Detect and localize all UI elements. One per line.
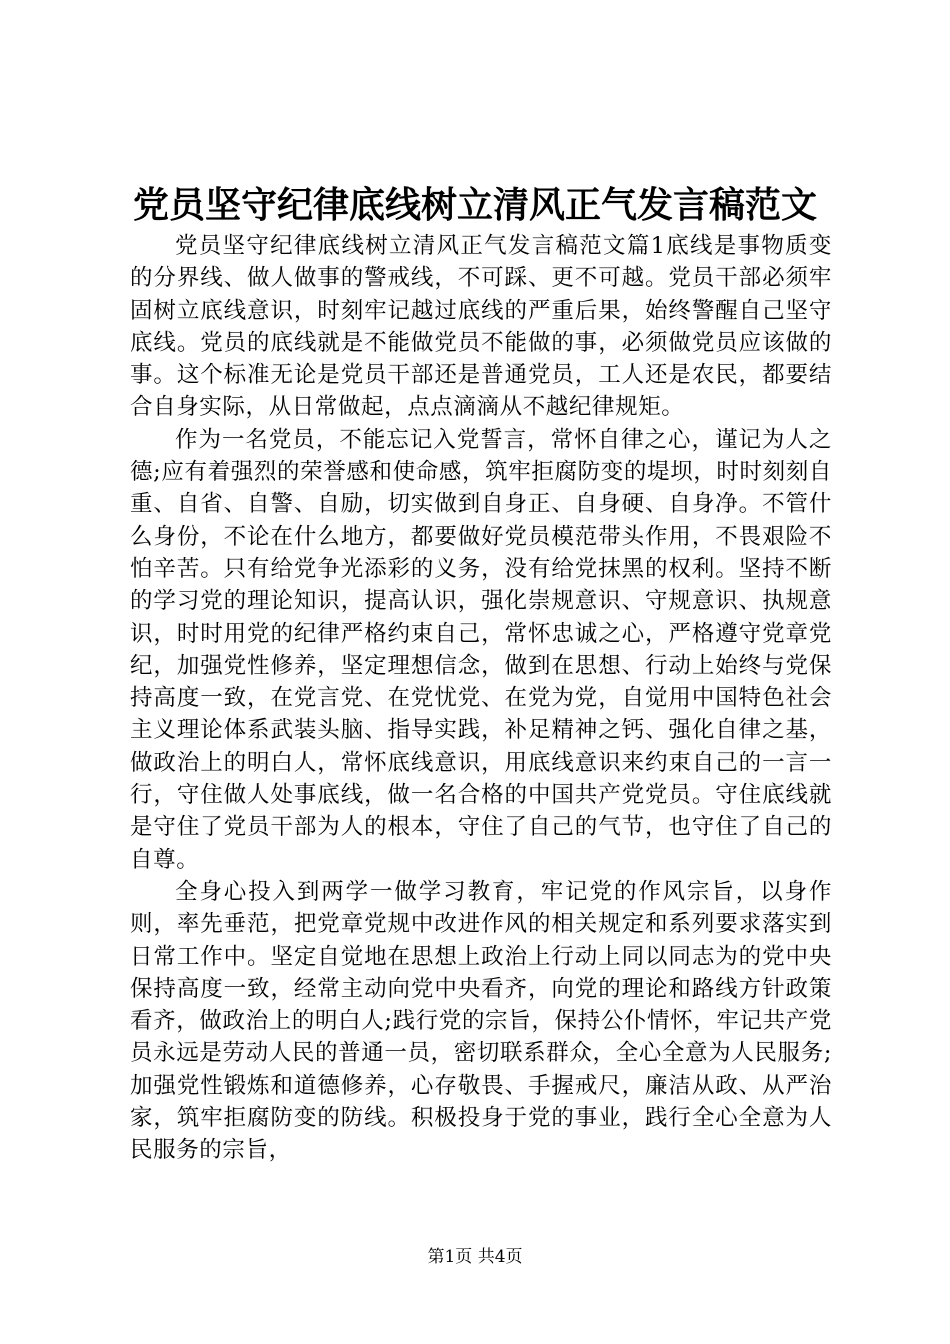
document-title: 党员坚守纪律底线树立清风正气发言稿范文: [132, 184, 817, 226]
paragraph-2: 作为一名党员，不能忘记入党誓言，常怀自律之心，谨记为人之德;应有着强烈的荣誉感和使命感，筑牢拒腐防变的堤坝，时时刻刻自重、自省、自警、自励，切实做到自身正、自身硬、自身净。不管什么身份，不论在什么地方，都要做好党员模范带头作用，不畏艰险不怕辛苦。只有给党争光添彩的义务，没有给党抹黑的权利。坚持不断的学习党的理论知识，提高认识，强化崇规意识、守规意识、执规意识，时时用党的纪律严格约束自己，常怀忠诚之心，严格遵守党章党纪，加强党性修养，坚定理想信念，做到在思想、行动上始终与党保持高度一致，在党言党、在党忧党、在党为党，自觉用中国特色社会主义理论体系武装头脑、指导实践，补足精神之钙、强化自律之基，做政治上的明白人，常怀底线意识，用底线意识来约束自己的一言一行，守住做人处事底线，做一名合格的中国共产党党员。守住底线就是守住了党员干部为人的根本，守住了自己的气节，也守住了自己的自尊。: [130, 426, 832, 873]
paragraph-1: 党员坚守纪律底线树立清风正气发言稿范文篇1底线是事物质变的分界线、做人做事的警戒线，不可踩、更不可越。党员干部必须牢固树立底线意识，时刻牢记越过底线的严重后果，始终警醒自己坚守底线。党员的底线就是不能做党员不能做的事，必须做党员应该做的事。这个标准无论是党员干部还是普通党员，工人还是农民，都要结合自身实际，从日常做起，点点滴滴从不越纪律规矩。: [130, 233, 832, 421]
paragraph-3: 全身心投入到两学一做学习教育，牢记党的作风宗旨，以身作则，率先垂范，把党章党规中改进作风的相关规定和系列要求落实到日常工作中。坚定自觉地在思想上政治上行动上同以同志为的党中央保持高度一致，经常主动向党中央看齐，向党的理论和路线方针政策看齐，做政治上的明白人;践行党的宗旨，保持公仆情怀，牢记共产党员永远是劳动人民的普通一员，密切联系群众，全心全意为人民服务;加强党性锻炼和道德修养，心存敬畏、手握戒尺，廉洁从政、从严治家，筑牢拒腐防变的防线。积极投身于党的事业，践行全心全意为人民服务的宗旨，: [130, 878, 832, 1164]
page-footer: 第1页 共4页: [427, 1247, 523, 1267]
document-body: [130, 230, 832, 1167]
